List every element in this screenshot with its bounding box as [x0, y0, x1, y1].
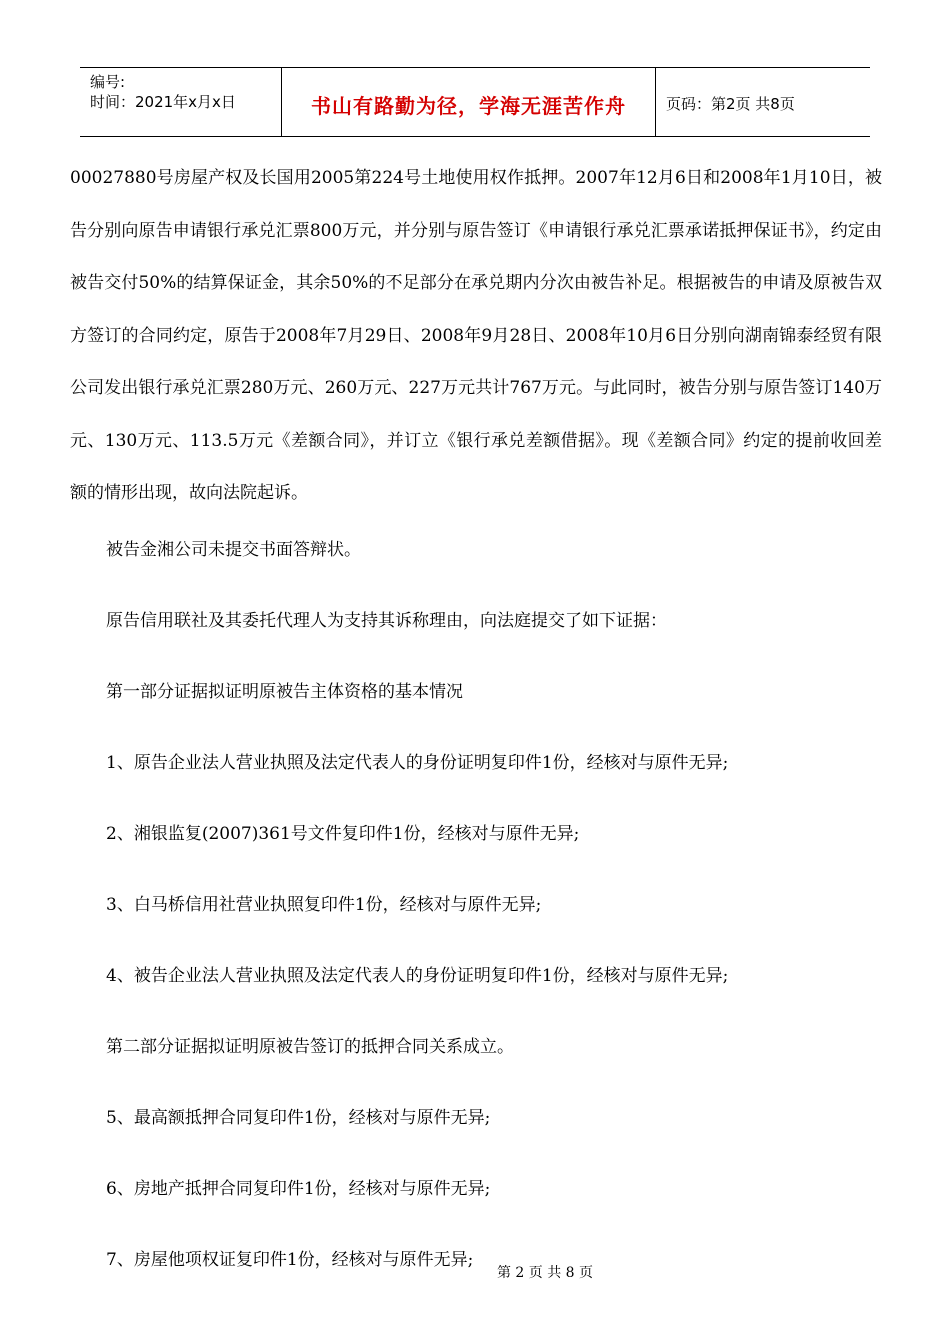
- document-body: [70, 152, 882, 1313]
- document-number-label: 编号:: [90, 73, 126, 91]
- header-motto: 书山有路勤为径，学海无涯苦作舟: [282, 68, 656, 136]
- paragraph: 原告信用联社及其委托代理人为支持其诉称理由，向法庭提交了如下证据：: [106, 610, 667, 631]
- section-heading: 第一部分证据拟证明原被告主体资格的基本情况: [106, 681, 463, 702]
- header-meta: [80, 68, 282, 136]
- evidence-item: 7、房屋他项权证复印件1份，经核对与原件无异;: [106, 1249, 474, 1270]
- evidence-item: 4、被告企业法人营业执照及法定代表人的身份证明复印件1份，经核对与原件无异;: [106, 965, 729, 986]
- document-date: 时间：2021年x月x日: [90, 93, 236, 111]
- evidence-item: 2、湘银监复(2007)361号文件复印件1份，经核对与原件无异;: [106, 823, 580, 844]
- paragraph: 被告金湘公司未提交书面答辩状。: [106, 539, 361, 560]
- evidence-item: 6、房地产抵押合同复印件1份，经核对与原件无异;: [106, 1178, 491, 1199]
- evidence-item: 3、白马桥信用社营业执照复印件1份，经核对与原件无异;: [106, 894, 542, 915]
- continued-paragraph: 00027880号房屋产权及长国用2005第224号土地使用权作抵押。2007年12月6日和2008年1月10日，被告分别向原告申请银行承兑汇票800万元，并分别与原告签订《申请银行承兑汇票承诺抵押保证书》，约定由被告交付50%的结算保证金，其余50%的不足部分在承兑期内分次由被告补足。根据被告的申请及原被告双方签订的合同约定，原告于2008年7月29日、2008年9月28日、2008年10月6日分别向湖南锦泰经贸有限公司发出银行承兑汇票280万元、260万元、227万元共计767万元。与此同时，被告分别与原告签订140万元、130万元、113.5万元《差额合同》，并订立《银行承兑差额借据》。现《差额合同》约定的提前收回差额的情形出现，故向法院起诉。: [70, 168, 882, 503]
- page-header: [80, 67, 870, 137]
- evidence-item: 5、最高额抵押合同复印件1份，经核对与原件无异;: [106, 1107, 491, 1128]
- page-footer: 第 2 页 共 8 页: [496, 1265, 594, 1281]
- evidence-item: 1、原告企业法人营业执照及法定代表人的身份证明复印件1份，经核对与原件无异;: [106, 752, 729, 773]
- section-heading: 第二部分证据拟证明原被告签订的抵押合同关系成立。: [106, 1036, 514, 1057]
- header-page-info: 页码：第2页 共8页: [666, 94, 795, 113]
